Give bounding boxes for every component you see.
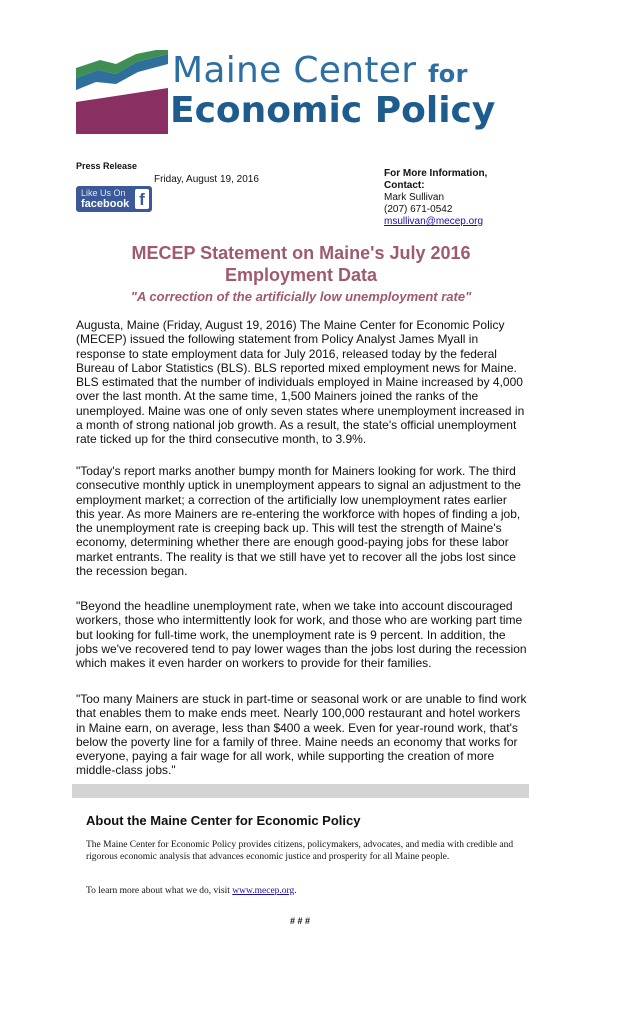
logo-text-line1 bbox=[172, 50, 468, 91]
learn-more-suffix: . bbox=[294, 886, 297, 896]
end-mark: # # # bbox=[289, 916, 311, 926]
contact-email-link[interactable]: msullivan@mecep.org bbox=[384, 216, 484, 227]
contact-phone: (207) 671-0542 bbox=[384, 204, 453, 215]
mecep-logo bbox=[76, 50, 524, 134]
logo-maine-center: Maine Center bbox=[172, 50, 417, 91]
about-learn-more bbox=[86, 886, 297, 896]
release-date: Friday, August 19, 2016 bbox=[154, 174, 259, 185]
facebook-like-button[interactable] bbox=[76, 186, 152, 212]
contact-heading-2: Contact: bbox=[384, 180, 425, 191]
about-heading: About the Maine Center for Economic Policy bbox=[86, 813, 361, 828]
learn-more-prefix: To learn more about what we do, visit bbox=[86, 886, 233, 896]
statement-subtitle: "A correction of the artificially low unemployment rate" bbox=[130, 289, 472, 304]
press-release-label: Press Release bbox=[76, 161, 138, 171]
logo-graphic bbox=[76, 50, 168, 134]
section-divider-bar bbox=[72, 784, 529, 798]
contact-heading-1: For More Information, bbox=[384, 168, 488, 179]
title-line-2: Employment Data bbox=[224, 265, 378, 285]
body-paragraph-1: Augusta, Maine (Friday, August 19, 2016) The Maine Center for Economic Policy (MECEP) issued the following statement from Policy Analyst James Myall in response to state employment data for July 2016, released today by the federal Bureau of Labor Statistics (BLS). BLS reported mixed employment news for Maine. BLS estimated that the number of individuals employed in Maine increased by 4,000 over the last month. At the same time, 1,500 Mainers joined the ranks of the unemployed. Maine was one of only seven states where unemployment increased in a month of strong national job growth. As a result, the state's official unemployment rate ticked up for the third consecutive month, to 3.9%. bbox=[76, 318, 525, 447]
body-paragraph-2: "Today's report marks another bumpy month for Mainers looking for work. The third consecutive monthly uptick in unemployment appears to signal an adjustment to the employment market; a correction of the artificially low unemployment rates earlier this year. As more Mainers are re-entering the workforce with hopes of finding a job, the unemployment rate is creeping back up. This will test the strength of Maine's economy, determining whether there are enough good-paying jobs for these labor market entrants. The reality is that we still have yet to recover all the jobs lost since the recession began. bbox=[76, 464, 521, 579]
logo-text-line2: Economic Policy bbox=[170, 90, 496, 131]
title-line-1: MECEP Statement on Maine's July 2016 bbox=[131, 243, 471, 263]
contact-info bbox=[384, 168, 487, 228]
about-body: The Maine Center for Economic Policy provides citizens, policymakers, advocates, and media with credible and rigorous economic analysis that advances economic justice and prosperity for all Maine people. bbox=[86, 840, 514, 862]
contact-name: Mark Sullivan bbox=[384, 192, 445, 203]
body-paragraph-3: "Beyond the headline unemployment rate, when we take into account discouraged workers, those who intermittently look for work, and those who are working part time but looking for full-time work, the unemployment rate is 9 percent. In addition, the jobs we've recovered tend to pay lower wages than the jobs lost during the recession which makes it even harder on workers to provide for their families. bbox=[76, 599, 527, 671]
facebook-icon: f bbox=[135, 189, 149, 209]
facebook-wordmark: facebook bbox=[81, 198, 130, 210]
mecep-website-link[interactable]: www.mecep.org bbox=[232, 886, 295, 896]
statement-title bbox=[76, 242, 526, 286]
logo-for: for bbox=[428, 60, 468, 88]
facebook-like-text: Like Us On bbox=[81, 188, 126, 198]
body-paragraph-4: "Too many Mainers are stuck in part-time or seasonal work or are unable to find work that enables them to make ends meet. Nearly 100,000 restaurant and hotel workers in Maine earn, on average, less than $400 a week. Even for year-round work, that's below the poverty line for a family of three. Maine needs an economy that works for everyone, paying a fair wage for all work, while supporting the creation of more middle-class jobs." bbox=[76, 692, 527, 778]
